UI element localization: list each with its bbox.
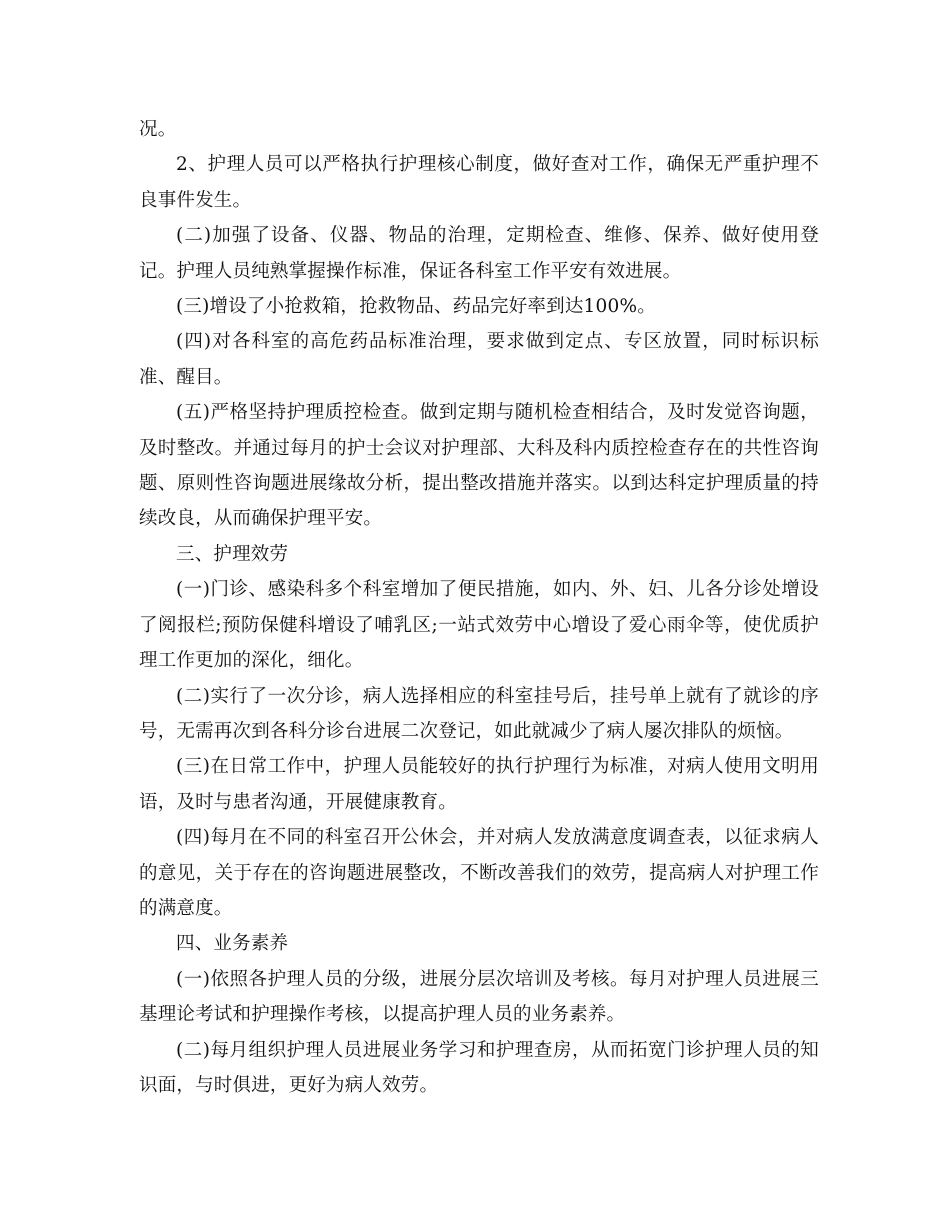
paragraph: 2、护理人员可以严格执行护理核心制度，做好查对工作，确保无严重护理不良事件发生。 [139, 154, 819, 211]
paragraph: 三、护理效劳 [176, 543, 289, 565]
paragraph: (三)在日常工作中，护理人员能较好的执行护理行为标准，对病人使用文明用语，及时与患者沟通，开展健康教育。 [139, 756, 819, 813]
paragraph: (五)严格坚持护理质控检查。做到定期与随机检查相结合，及时发觉咨询题，及时整改。并通过每月的护士会议对护理部、大科及科内质控检查存在的共性咨询题、原则性咨询题进展缘故分析，提出整改措施并落实。以到达科定护理质量的持续改良，从而确保护理平安。 [139, 402, 819, 530]
paragraph: (三)增设了小抢救箱，抢救物品、药品完好率到达100%。 [176, 296, 656, 318]
paragraph: (四)每月在不同的科室召开公休会，并对病人发放满意度调查表，以征求病人的意见，关于存在的咨询题进展整改，不断改善我们的效劳，提高病人对护理工作的满意度。 [139, 827, 819, 919]
paragraph: (二)实行了一次分诊，病人选择相应的科室挂号后，挂号单上就有了就诊的序号，无需再次到各科分诊台进展二次登记，如此就减少了病人屡次排队的烦恼。 [139, 685, 819, 742]
paragraph: (二)加强了设备、仪器、物品的治理，定期检查、维修、保养、做好使用登记。护理人员纯熟掌握操作标准，保证各科室工作平安有效进展。 [139, 225, 819, 282]
paragraph: (一)依照各护理人员的分级，进展分层次培训及考核。每月对护理人员进展三基理论考试和护理操作考核，以提高护理人员的业务素养。 [139, 968, 819, 1026]
paragraph: 四、业务素养 [176, 933, 289, 955]
paragraph: 况。 [139, 119, 177, 140]
paragraph: (一)门诊、感染科多个科室增加了便民措施，如内、外、妇、儿各分诊处增设了阅报栏;预防保健科增设了哺乳区;一站式效劳中心增设了爱心雨伞等，使优质护理工作更加的深化，细化。 [139, 579, 819, 672]
document-body [139, 112, 819, 1103]
paragraph: (二)每月组织护理人员进展业务学习和护理查房，从而拓宽门诊护理人员的知识面，与时俱进，更好为病人效劳。 [139, 1039, 819, 1096]
paragraph: (四)对各科室的高危药品标准治理，要求做到定点、专区放置，同时标识标准、醒目。 [139, 331, 819, 388]
